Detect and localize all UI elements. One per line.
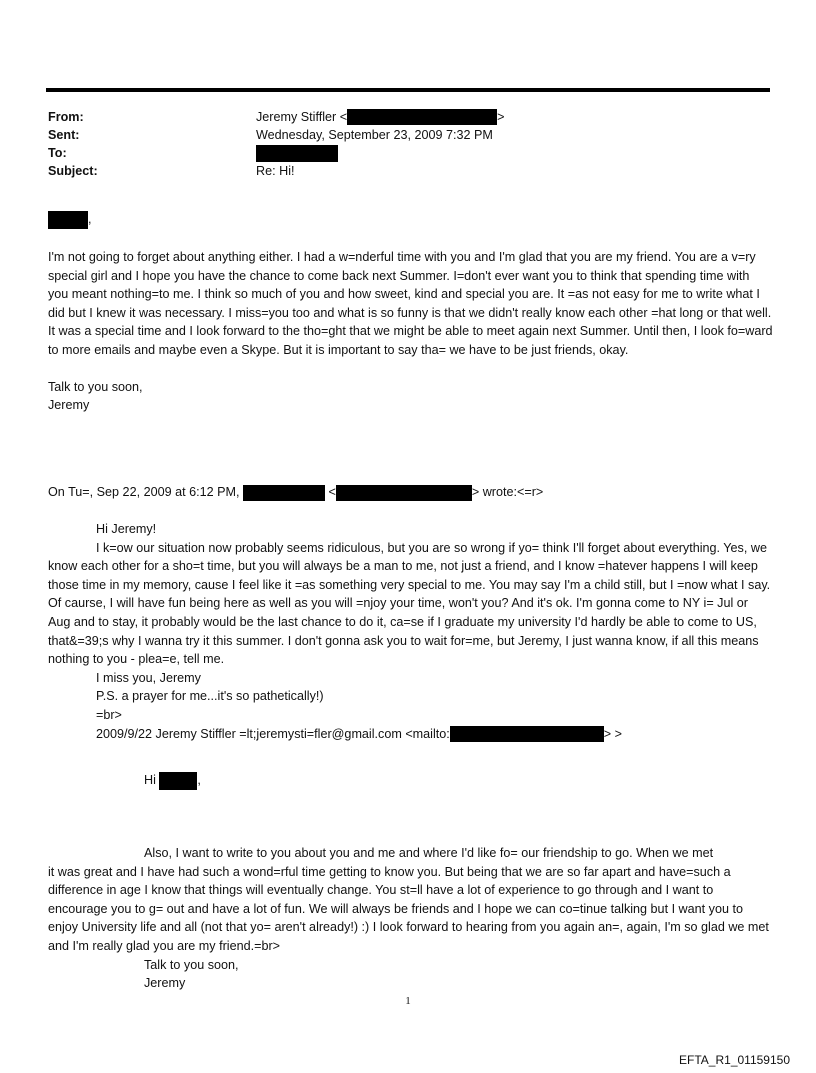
redaction-box xyxy=(243,485,325,501)
reply-body xyxy=(48,248,773,415)
page-number: 1 xyxy=(405,995,411,1007)
reply-greeting xyxy=(48,210,773,229)
quote-header-prefix: On Tu=, Sep 22, 2009 at 6:12 PM, xyxy=(48,485,240,499)
sent-row xyxy=(48,126,504,144)
reply-closing: Talk to you soon, xyxy=(48,379,143,394)
to-row xyxy=(48,144,504,162)
quoted-paragraph: I k=ow our situation now probably seems ridiculous, but you are so wrong if yo= think I'll forget about everything. Yes, we know each other for a sho=t time, but you will always be a man to me, not just a friend, and I know =hatever happens I will keep those time in my memory, cause I feel like it =as something very special to me. You may say I'm a child still, but I =now what I say. Of caurse, I will have fun being here as well as you will =njoy your time, won't you? And it's ok. I'm gonna come to NY i= Jul or Aug and to stay, it probably would be the last chance to do it, ca=se if I graduate my university I'd hardly be able to come to US, that&=39;s why I wanna try it this summer. I don't gonna ask you to wait for=me, but Jeremy, I just wanna know, if all this means nothing to you - plea=e, tell me. xyxy=(48,540,771,667)
redaction-box xyxy=(336,485,472,501)
redaction-box xyxy=(450,726,604,742)
quote-header-lt: < xyxy=(328,485,336,499)
from-label: From: xyxy=(48,110,84,124)
sent-label: Sent: xyxy=(48,128,80,142)
reply-signature: Jeremy xyxy=(48,398,90,413)
nested-greeting xyxy=(48,771,773,790)
redaction-box xyxy=(347,109,497,125)
redaction-box xyxy=(48,211,88,229)
attribution-suffix: > > xyxy=(603,726,622,741)
quote-header-suffix: > wrote:<=r> xyxy=(471,485,544,499)
nested-greeting-prefix: Hi xyxy=(144,773,156,787)
from-value: Jeremy Stiffler < xyxy=(256,110,348,124)
redaction-box xyxy=(159,772,197,790)
redaction-box xyxy=(256,145,338,162)
nested-paragraph: it was great and I have had such a wond=rful time getting to know you. But being that we are so far apart and have=such a difference in age I know that things will eventually change. You st=ll have a lot of experience to go through and I want to encourage you to g= out and have a lot of fun. We will always be friends and I hope we can co=tinue talking but I want you to enjoy University life and all (not that yo= aren't already!) :) I look forward to hearing from you again an=, again, I'm so glad we met and I'm really glad you are my friend.=br> xyxy=(48,864,769,953)
sent-value: Wednesday, September 23, 2009 7:32 PM xyxy=(256,128,493,142)
subject-value: Re: Hi! xyxy=(256,164,295,178)
from-row xyxy=(48,108,504,126)
nested-signature: Jeremy xyxy=(144,976,186,991)
reply-paragraph: I'm not going to forget about anything either. I had a w=nderful time with you and I'm glad that you are my friend. You are a v=ry special girl and I hope you have the chance to come back next Summer. I=don't ever want you to think that spending time with you meant nothing=to me. I think so much of you and how sweet, kind and special you are. It =as not easy for me to write what I did but I knew it was necessary. I miss=you too and what is so funny is that we didn't really know each other =hat long or that well. It was a special time and I look forward to the tho=ght that we might be able to meet again next Summer. Until then, I look fo=ward to more emails and maybe even a Skype. But it is important to say tha= we have to be just friends, okay. xyxy=(48,250,773,357)
quoted-br: =br> xyxy=(96,707,122,722)
quoted-miss: I miss you, Jeremy xyxy=(96,670,201,685)
quoted-message xyxy=(48,520,773,743)
quote-header xyxy=(48,483,773,502)
subject-label: Subject: xyxy=(48,164,98,178)
email-header xyxy=(48,108,504,180)
nested-closing: Talk to you soon, xyxy=(144,957,239,972)
header-rule xyxy=(46,88,770,92)
nested-first-line: Also, I want to write to you about you and me and where I'd like fo= our friendship to go. When we met xyxy=(144,846,714,860)
subject-row xyxy=(48,162,504,180)
attribution-text: 2009/9/22 Jeremy Stiffler =lt;jeremysti=fler@gmail.com <mailto: xyxy=(96,726,450,741)
bates-number: EFTA_R1_01159150 xyxy=(679,1053,790,1067)
nested-message xyxy=(48,844,773,993)
quoted-attribution xyxy=(48,725,773,744)
quoted-ps: P.S. a prayer for me...it's so pathetically!) xyxy=(96,689,324,704)
from-suffix: > xyxy=(497,110,505,124)
quoted-greeting: Hi Jeremy! xyxy=(96,522,157,536)
nested-greeting-comma: , xyxy=(197,773,201,787)
to-label: To: xyxy=(48,146,67,160)
greeting-comma: , xyxy=(88,212,92,226)
